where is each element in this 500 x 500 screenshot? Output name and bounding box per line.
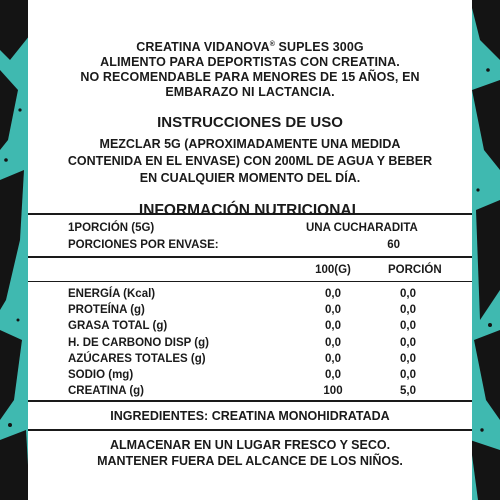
ingredients-top-rule (28, 400, 472, 402)
nutrient-per-100g: 0,0 (325, 288, 341, 300)
storage-line-1: ALMACENAR EN UN LUGAR FRESCO Y SECO. (109, 438, 391, 452)
serving-size-label: 1PORCIÓN (5G) (68, 222, 155, 234)
storage-line-2: MANTENER FUERA DEL ALCANCE DE LOS NIÑOS. (97, 454, 403, 468)
nutrition-title: INFORMACIÓN NUTRICIONAL (138, 202, 362, 220)
nutrient-per-portion: 0,0 (400, 320, 416, 333)
instructions-title: INSTRUCCIONES DE USO (157, 114, 343, 132)
header-divider (28, 281, 472, 282)
nutrient-per-100g: 0,0 (325, 352, 341, 365)
nutrient-per-100g: 100 (323, 385, 343, 398)
nutrient-name: GRASA TOTAL (g) (68, 320, 168, 333)
product-header (28, 37, 472, 100)
warning-line-1: NO RECOMENDABLE PARA MENORES DE 15 AÑOS, EN (80, 70, 420, 85)
label-panel (28, 0, 472, 500)
servings-divider (28, 256, 472, 258)
instructions-line-1: MEZCLAR 5G (APROXIMADAMENTE UNA MEDIDA (99, 137, 401, 152)
nutrient-name: AZÚCARES TOTALES (g) (68, 352, 206, 365)
nutrient-per-portion: 5,0 (400, 385, 416, 398)
nutrient-per-portion: 0,0 (400, 352, 416, 365)
product-size-text: SUPLES 300G (274, 40, 364, 55)
product-name-text: CREATINA VIDANOVA (136, 40, 270, 55)
column-header-portion: PORCIÓN (388, 264, 442, 276)
column-header-100g: 100(G) (315, 264, 351, 276)
registered-mark: ® (269, 41, 275, 48)
nutrient-per-100g: 0,0 (325, 304, 341, 317)
nutrient-name: CREATINA (g) (68, 385, 145, 398)
nutrient-per-portion: 0,0 (400, 336, 416, 349)
nutrient-per-portion: 0,0 (400, 304, 416, 317)
instructions-line-3: EN CUALQUIER MOMENTO DEL DÍA. (139, 171, 361, 186)
product-description: ALIMENTO PARA DEPORTISTAS CON CREATINA. (100, 55, 400, 70)
nutrient-per-100g: 0,0 (325, 369, 341, 381)
nutrient-name: H. DE CARBONO DISP (g) (68, 336, 209, 349)
serving-size-value: UNA CUCHARADITA (306, 222, 418, 234)
nutrient-per-portion: 0,0 (400, 288, 416, 300)
nutrient-per-portion: 0,0 (400, 369, 416, 381)
ingredients-text: INGREDIENTES: CREATINA MONOHIDRATADA (110, 409, 390, 423)
nutrient-name: PROTEÍNA (g) (68, 304, 145, 317)
nutrient-name: ENERGÍA (Kcal) (68, 288, 156, 300)
instructions-text (28, 136, 472, 187)
servings-value: 60 (387, 239, 400, 251)
table-top-rule (28, 213, 472, 215)
product-name (28, 37, 472, 55)
warning-line-2: EMBARAZO NI LACTANCIA. (165, 85, 335, 100)
nutrient-name: SODIO (mg) (68, 369, 134, 381)
servings-label: PORCIONES POR ENVASE: (68, 239, 219, 251)
instructions-line-2: CONTENIDA EN EL ENVASE) CON 200ML DE AGUA Y BEBER (67, 154, 433, 169)
nutrient-per-100g: 0,0 (325, 336, 341, 349)
nutrient-per-100g: 0,0 (325, 320, 341, 333)
ingredients-bottom-rule (28, 429, 472, 431)
